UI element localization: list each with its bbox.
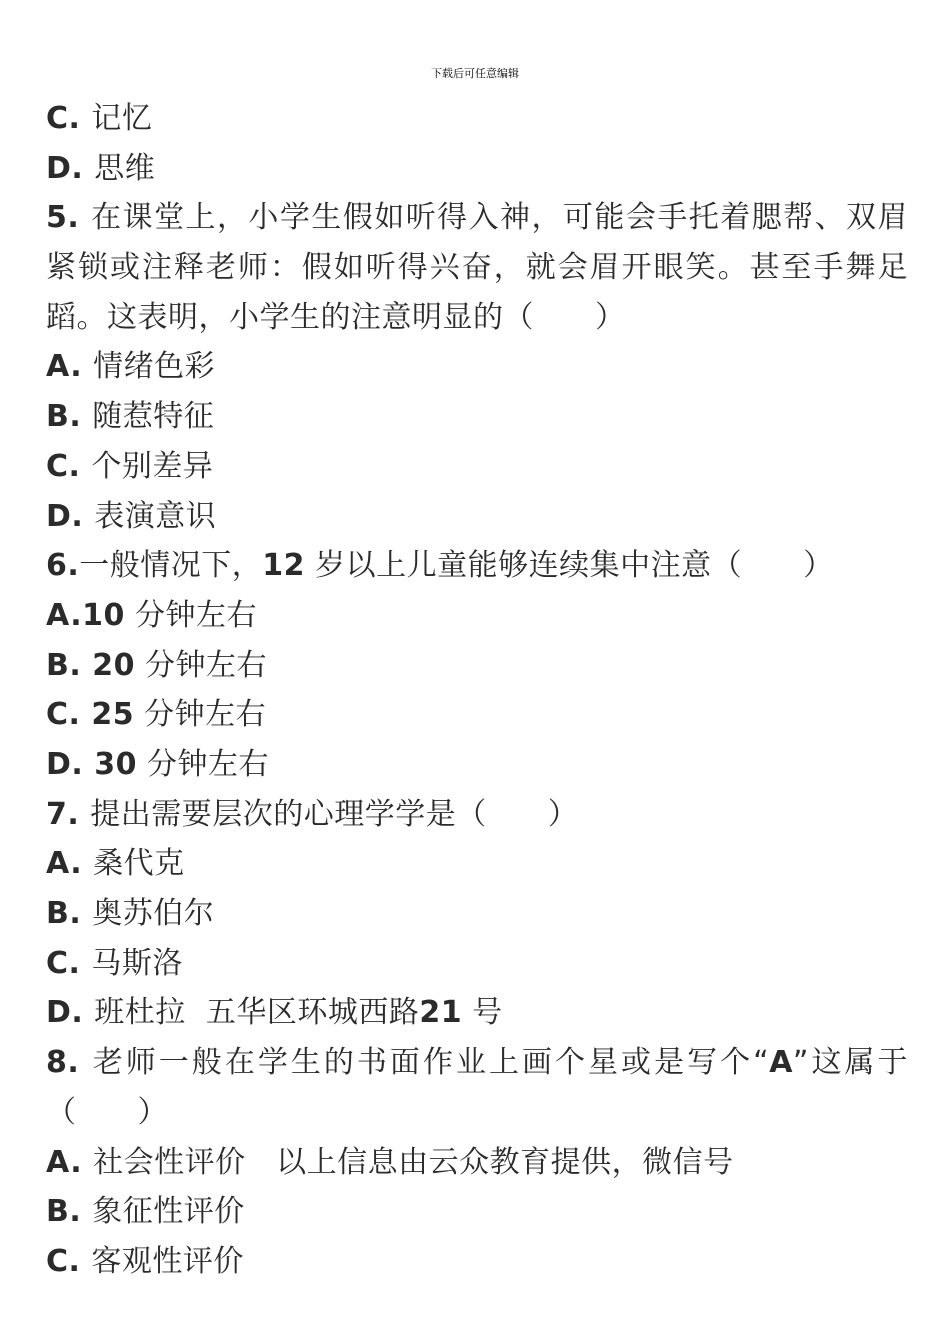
option-line: [46, 144, 908, 194]
option-label: C: [46, 448, 69, 484]
label-separator: .: [67, 1045, 93, 1081]
question-text-cont: ”这属于（ ）: [46, 1045, 909, 1130]
label-separator: .: [70, 846, 94, 882]
option-line: [46, 641, 908, 691]
option-text: 分钟左右: [134, 647, 268, 683]
label-separator: .: [67, 200, 92, 236]
option-text: 表演意识: [94, 498, 217, 534]
label-separator: .: [69, 896, 93, 932]
label-separator: .: [68, 945, 92, 981]
option-line: [46, 740, 908, 790]
option-label: B: [46, 399, 70, 435]
option-text: 奥苏伯尔: [92, 896, 215, 932]
question-letter: A: [769, 1045, 793, 1081]
option-line: [46, 889, 908, 939]
label-separator: .: [68, 697, 92, 733]
question-text: 提出需要层次的心理学学是（ ）: [90, 796, 579, 832]
option-line: [46, 392, 908, 442]
document-body: [46, 94, 908, 1287]
option-text: 客观性评价: [91, 1243, 244, 1279]
question-text: 老师一般在学生的书面作业上画个星或是写个“: [92, 1045, 770, 1081]
option-number: 30: [94, 746, 137, 782]
page-header: 下载后可任意编辑: [431, 67, 519, 80]
option-text: 记忆: [91, 101, 153, 136]
question-number: 5: [46, 200, 68, 236]
question-text: 在课堂上，小学生假如听得入神，可能会手托着腮帮、双眉紧锁或注释老师：假如听得兴奋，就会眉开眼笑。甚至手舞足蹈。这表明，小学生的注意明显的（ ）: [46, 200, 908, 335]
label-separator: .: [71, 995, 95, 1031]
option-label: B: [46, 896, 70, 932]
option-line: [46, 1237, 908, 1287]
option-text: 随惹特征: [92, 399, 215, 435]
option-label: C: [46, 1243, 69, 1279]
option-label: D: [46, 995, 72, 1031]
option-text: 马斯洛: [91, 945, 183, 981]
option-line: [46, 94, 908, 144]
option-label: D: [46, 150, 72, 186]
option-line: [46, 690, 908, 740]
label-separator: .: [71, 498, 95, 534]
option-line: [46, 939, 908, 989]
option-text: 桑代克: [93, 846, 185, 882]
option-label: C: [46, 101, 69, 136]
label-separator: [125, 598, 135, 633]
option-label: B: [46, 1194, 70, 1230]
option-text: 社会性评价 以上信息由云众教育提供，微信号: [93, 1144, 734, 1180]
question-number: 7: [46, 796, 68, 832]
option-text: 情绪色彩: [93, 349, 216, 385]
option-label: C: [46, 945, 69, 981]
option-label: D: [46, 746, 72, 782]
option-label: A: [46, 349, 71, 385]
option-text: 分钟左右: [134, 597, 257, 633]
question-number-value: 12: [262, 548, 306, 584]
question-number: 8: [46, 1045, 68, 1081]
option-label: C: [46, 697, 69, 733]
address-number: 21: [419, 995, 463, 1031]
option-label: B: [46, 647, 70, 683]
option-label: A: [46, 846, 71, 882]
option-number: 25: [91, 697, 135, 733]
label-separator: .: [70, 349, 94, 385]
option-line: [46, 988, 908, 1038]
label-separator: .: [68, 1243, 92, 1279]
option-text: 象征性评价: [92, 1194, 245, 1230]
option-text: 个别差异: [91, 448, 214, 484]
label-separator: .: [69, 647, 93, 683]
question-6: [46, 541, 908, 591]
option-text: 班杜拉 五华区环城西路: [94, 995, 420, 1031]
label-separator: .: [71, 150, 95, 186]
option-line: [46, 342, 908, 392]
question-8: [46, 1038, 908, 1137]
option-line: [46, 1187, 908, 1237]
question-number: 6.: [46, 548, 80, 584]
question-7: [46, 790, 908, 840]
option-text: 分钟左右: [134, 697, 267, 733]
question-text-cont: 岁以上儿童能够连续集中注意（ ）: [305, 548, 834, 584]
label-separator: .: [68, 448, 92, 484]
option-line: [46, 442, 908, 492]
label-separator: .: [69, 399, 93, 435]
option-line: [46, 591, 908, 641]
question-5: [46, 193, 908, 342]
option-label: A: [46, 1144, 71, 1180]
option-line: [46, 839, 908, 889]
label-separator: .: [70, 1144, 94, 1180]
label-separator: .: [68, 101, 92, 136]
option-number: 20: [92, 647, 135, 683]
option-text: 分钟左右: [137, 746, 270, 782]
option-text: 思维: [94, 150, 156, 186]
label-separator: .: [67, 796, 91, 832]
label-separator: .: [71, 746, 95, 782]
label-separator: .: [69, 1194, 93, 1230]
question-text: 一般情况下，: [79, 548, 263, 584]
option-line: [46, 1138, 908, 1188]
option-label: D: [46, 498, 72, 534]
option-line: [46, 492, 908, 542]
option-label: A.10: [46, 597, 125, 633]
option-text-cont: 号: [462, 995, 503, 1031]
